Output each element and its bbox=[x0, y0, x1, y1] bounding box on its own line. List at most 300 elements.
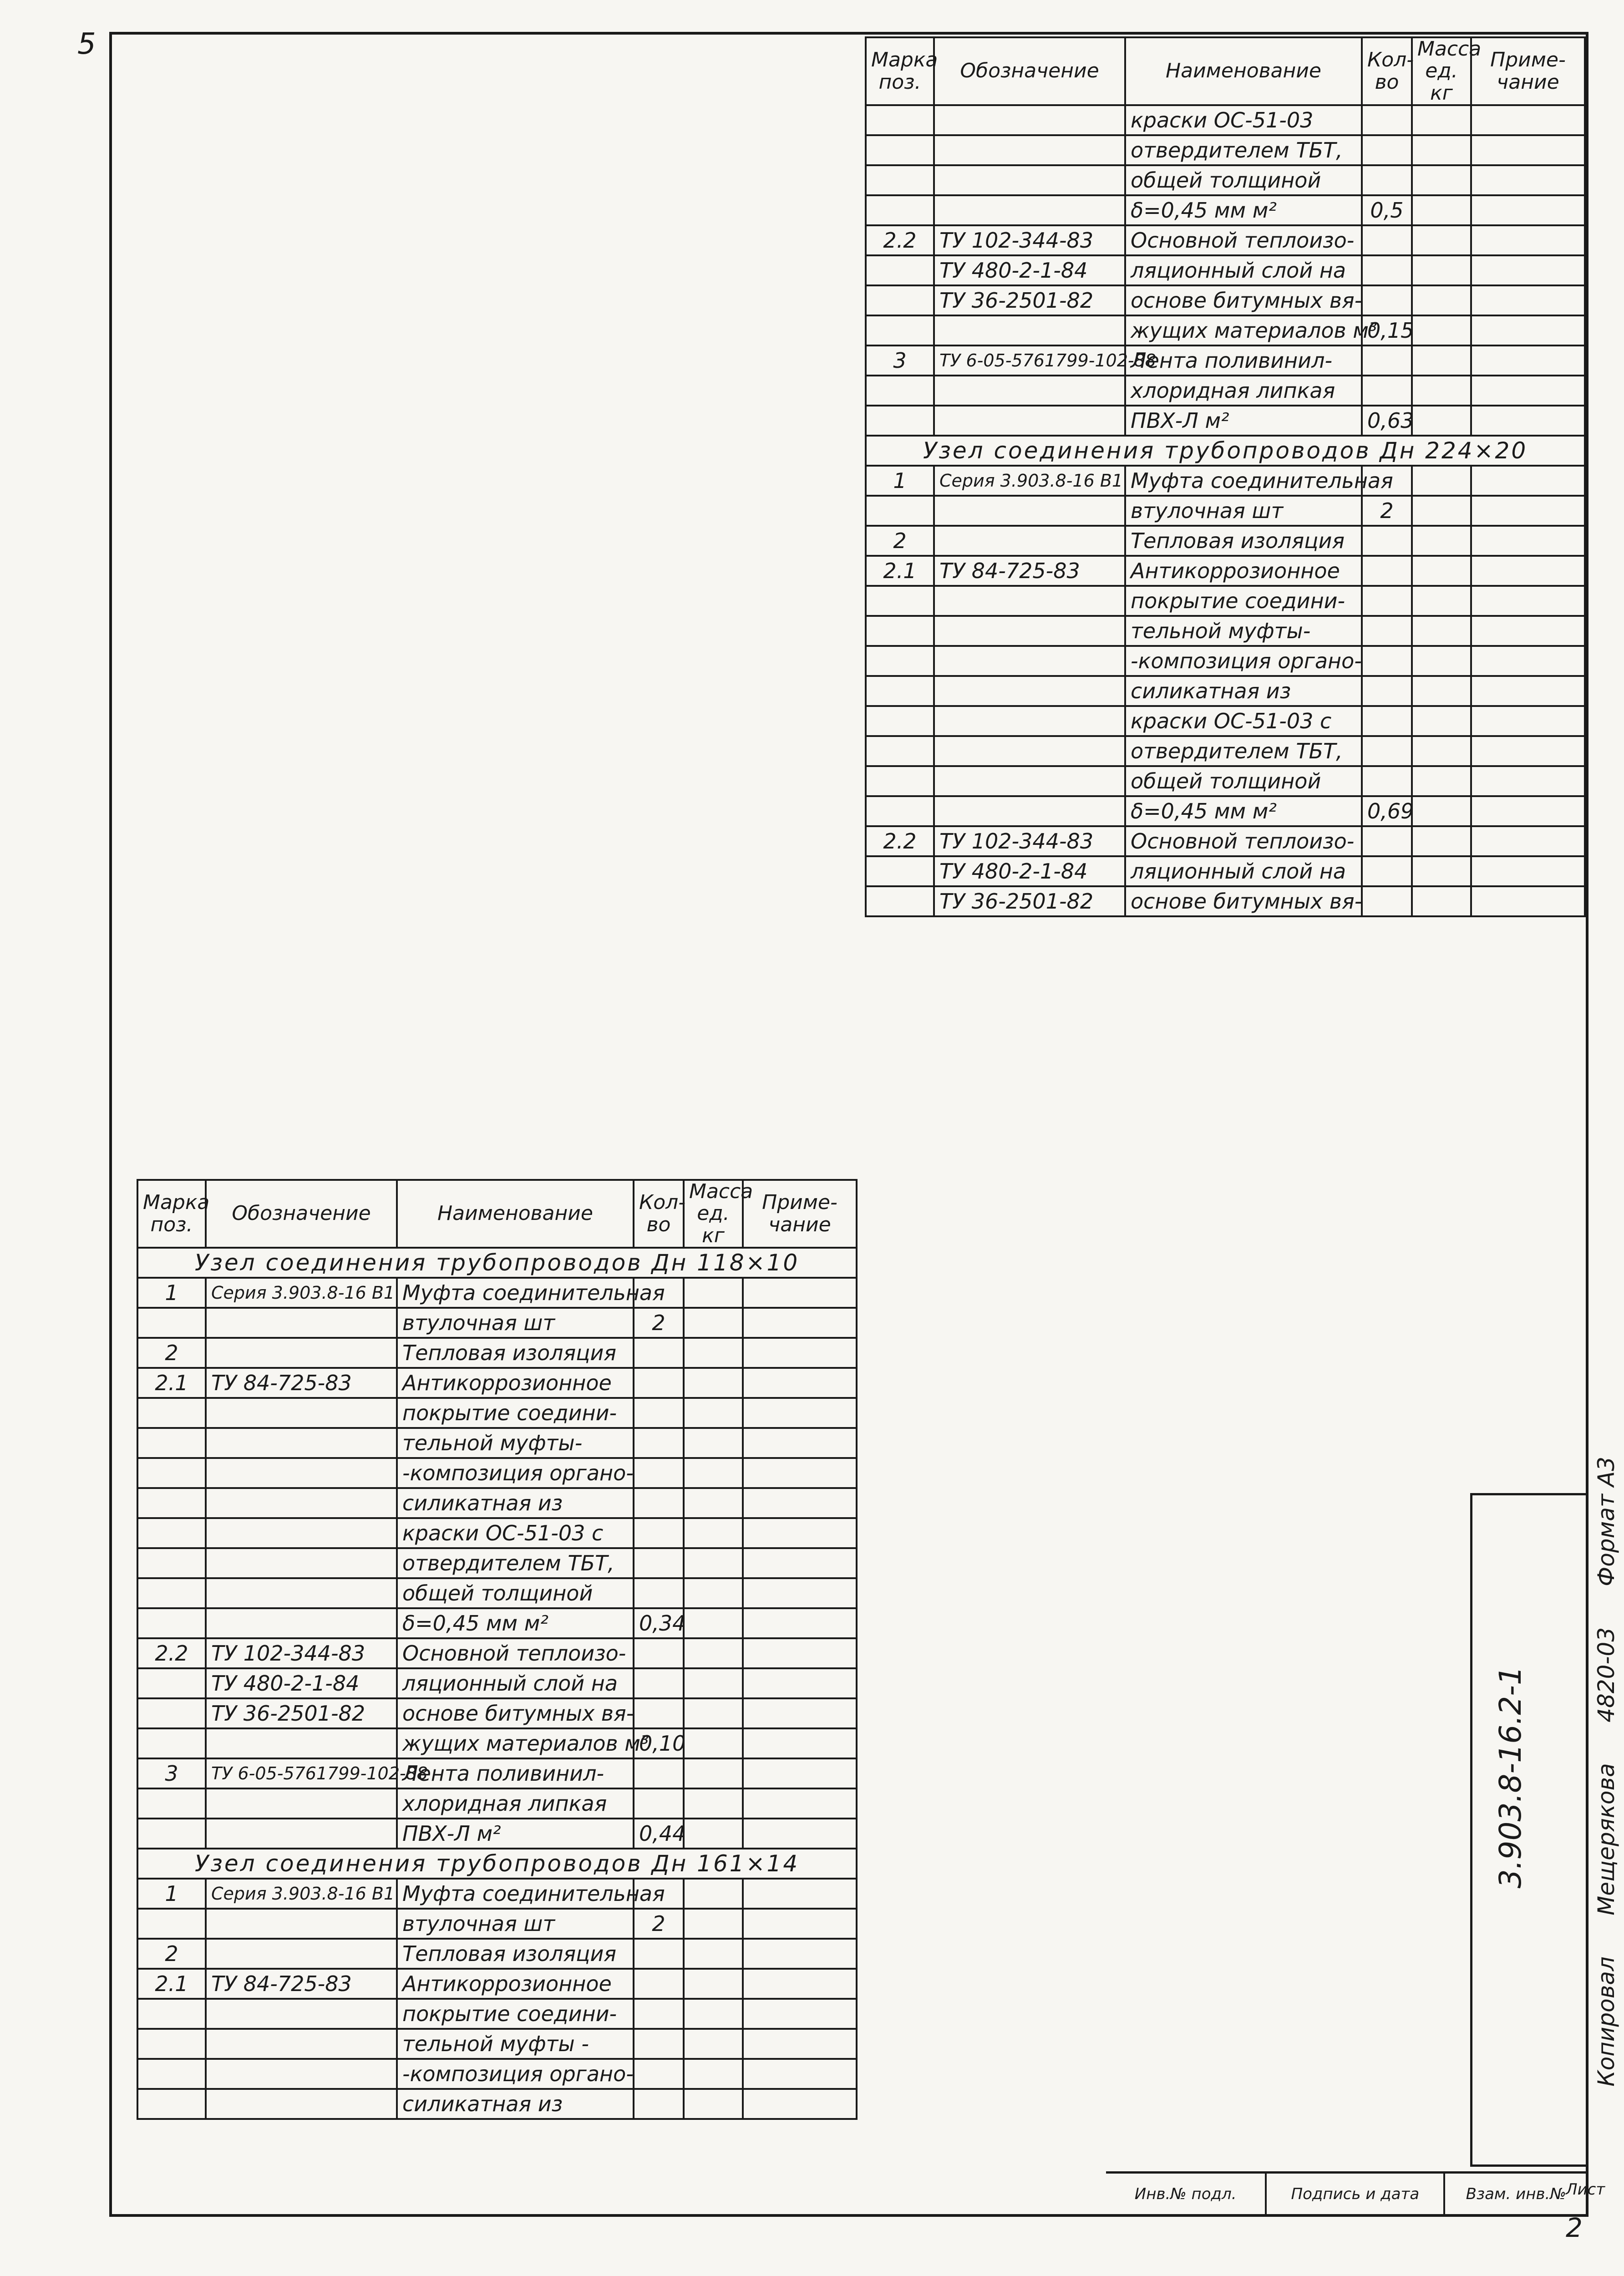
cell-note bbox=[1471, 466, 1585, 496]
cell-qty bbox=[1362, 165, 1412, 195]
table-row bbox=[137, 1909, 857, 1939]
cell-mass bbox=[1412, 586, 1471, 616]
sheet-number: 2 bbox=[1566, 2212, 1583, 2243]
cell-note bbox=[1471, 826, 1585, 856]
cell-des bbox=[206, 1939, 397, 1969]
cell-qty bbox=[634, 1398, 684, 1428]
cell-name: δ=0,45 мм м² bbox=[1125, 195, 1362, 225]
column-header: Обозначение bbox=[934, 37, 1125, 105]
cell-note bbox=[743, 1969, 857, 1999]
cell-mass bbox=[684, 1578, 743, 1608]
spec-table-left bbox=[137, 1179, 858, 2120]
cell-name: основе битумных вя- bbox=[1125, 886, 1362, 916]
cell-name: Антикоррозионное bbox=[397, 1368, 634, 1398]
cell-name: ляционный слой на bbox=[397, 1668, 634, 1698]
table-row bbox=[866, 496, 1585, 526]
cell-note bbox=[1471, 676, 1585, 706]
cell-mass bbox=[684, 1758, 743, 1788]
cell-name: ляционный слой на bbox=[1125, 255, 1362, 285]
cell-des bbox=[934, 646, 1125, 676]
table-row bbox=[866, 526, 1585, 556]
table-row bbox=[137, 1428, 857, 1458]
table-row bbox=[137, 1578, 857, 1608]
table-row bbox=[866, 315, 1585, 345]
cell-qty: 0,34 bbox=[634, 1608, 684, 1638]
cell-des bbox=[206, 1728, 397, 1758]
cell-pos bbox=[866, 736, 934, 766]
cell-qty bbox=[634, 1698, 684, 1728]
table-row bbox=[866, 376, 1585, 406]
cell-des: ТУ 6-05-5761799-102-88 bbox=[206, 1758, 397, 1788]
cell-note bbox=[1471, 586, 1585, 616]
cell-mass bbox=[1412, 526, 1471, 556]
cell-des: Серия 3.903.8-16 В1 bbox=[206, 1278, 397, 1308]
cell-name: Антикоррозионное bbox=[1125, 556, 1362, 586]
cell-pos bbox=[137, 1308, 206, 1338]
cell-name: Основной теплоизо- bbox=[1125, 826, 1362, 856]
cell-note bbox=[1471, 225, 1585, 255]
cell-qty bbox=[1362, 766, 1412, 796]
cell-name: Тепловая изоляция bbox=[397, 1939, 634, 1969]
cell-name: краски ОС-51-03 bbox=[1125, 105, 1362, 135]
cell-mass bbox=[1412, 255, 1471, 285]
cell-qty bbox=[1362, 736, 1412, 766]
table-body bbox=[137, 1248, 857, 2119]
cell-des: ТУ 102-344-83 bbox=[934, 826, 1125, 856]
cell-mass bbox=[1412, 496, 1471, 526]
cell-pos bbox=[866, 586, 934, 616]
cell-qty bbox=[1362, 285, 1412, 315]
cell-qty: 0,10 bbox=[634, 1728, 684, 1758]
cell-note bbox=[743, 1608, 857, 1638]
cell-pos bbox=[866, 105, 934, 135]
cell-pos: 3 bbox=[137, 1758, 206, 1788]
cell-pos bbox=[866, 676, 934, 706]
table-row bbox=[866, 796, 1585, 826]
cell-des: ТУ 480-2-1-84 bbox=[934, 255, 1125, 285]
cell-note bbox=[1471, 706, 1585, 736]
cell-des bbox=[206, 1999, 397, 2029]
table-row bbox=[866, 616, 1585, 646]
cell-mass bbox=[1412, 285, 1471, 315]
cell-name: хлоридная липкая bbox=[1125, 376, 1362, 406]
cell-qty bbox=[634, 1338, 684, 1368]
cell-mass bbox=[684, 1638, 743, 1668]
cell-des bbox=[934, 706, 1125, 736]
cell-mass bbox=[684, 1608, 743, 1638]
cell-name: покрытие соедини- bbox=[1125, 586, 1362, 616]
cell-pos bbox=[137, 1999, 206, 2029]
column-header: Наименование bbox=[1125, 37, 1362, 105]
cell-mass bbox=[1412, 105, 1471, 135]
spec-table-right bbox=[865, 36, 1586, 917]
cell-mass bbox=[1412, 165, 1471, 195]
cell-note bbox=[1471, 526, 1585, 556]
footer-order: 4820-03 bbox=[1593, 1627, 1619, 1722]
table-row bbox=[866, 195, 1585, 225]
cell-pos: 2 bbox=[866, 526, 934, 556]
table-row bbox=[137, 1548, 857, 1578]
footer-copied: Копировал bbox=[1593, 1956, 1619, 2087]
page-corner-number: 5 bbox=[77, 27, 96, 61]
cell-note bbox=[743, 1879, 857, 1909]
cell-note bbox=[743, 1518, 857, 1548]
column-header: Кол-во bbox=[1362, 37, 1412, 105]
cell-pos bbox=[137, 1548, 206, 1578]
cell-name: жущих материалов м³ bbox=[397, 1728, 634, 1758]
table-row bbox=[137, 1278, 857, 1308]
cell-qty bbox=[1362, 376, 1412, 406]
cell-mass bbox=[684, 1548, 743, 1578]
cell-mass bbox=[1412, 676, 1471, 706]
cell-pos bbox=[137, 1788, 206, 1819]
cell-note bbox=[743, 1458, 857, 1488]
cell-des bbox=[206, 1398, 397, 1428]
cell-des bbox=[934, 526, 1125, 556]
cell-name: ляционный слой на bbox=[1125, 856, 1362, 886]
table-header bbox=[137, 1180, 857, 1248]
cell-pos bbox=[137, 2059, 206, 2089]
cell-des bbox=[206, 2089, 397, 2119]
cell-mass bbox=[684, 1308, 743, 1338]
cell-des bbox=[206, 1788, 397, 1819]
cell-mass bbox=[1412, 826, 1471, 856]
cell-name: краски ОС-51-03 с bbox=[397, 1518, 634, 1548]
cell-qty bbox=[634, 1939, 684, 1969]
cell-qty bbox=[634, 1788, 684, 1819]
cell-des bbox=[934, 736, 1125, 766]
cell-name: отвердителем ТБТ, bbox=[1125, 736, 1362, 766]
cell-mass bbox=[684, 1909, 743, 1939]
cell-des: ТУ 480-2-1-84 bbox=[934, 856, 1125, 886]
header-row bbox=[137, 1180, 857, 1248]
cell-name: основе битумных вя- bbox=[1125, 285, 1362, 315]
cell-note bbox=[743, 1308, 857, 1338]
table-row bbox=[866, 165, 1585, 195]
cell-pos: 2.2 bbox=[137, 1638, 206, 1668]
cell-note bbox=[743, 1368, 857, 1398]
cell-pos bbox=[137, 1578, 206, 1608]
cell-mass bbox=[684, 2059, 743, 2089]
footer-format: Формат А3 bbox=[1593, 1457, 1619, 1586]
cell-des bbox=[934, 376, 1125, 406]
table-row bbox=[866, 886, 1585, 916]
cell-mass bbox=[684, 1338, 743, 1368]
title-block bbox=[1470, 1493, 1588, 2167]
cell-pos bbox=[866, 255, 934, 285]
cell-des bbox=[206, 1428, 397, 1458]
cell-name: краски ОС-51-03 с bbox=[1125, 706, 1362, 736]
cell-qty: 0,44 bbox=[634, 1819, 684, 1849]
cell-name: отвердителем ТБТ, bbox=[1125, 135, 1362, 165]
cell-pos bbox=[137, 1728, 206, 1758]
column-header: Марка поз. bbox=[137, 1180, 206, 1248]
document-code: 3.903.8-16.2-1 bbox=[1493, 1666, 1528, 1889]
cell-name: общей толщиной bbox=[1125, 165, 1362, 195]
section-row bbox=[866, 436, 1585, 466]
footer-name: Мещерякова bbox=[1593, 1763, 1619, 1916]
cell-name: -композиция органо- bbox=[397, 2059, 634, 2089]
cell-qty bbox=[634, 2059, 684, 2089]
cell-note bbox=[1471, 135, 1585, 165]
cell-mass bbox=[1412, 766, 1471, 796]
cell-mass bbox=[1412, 646, 1471, 676]
cell-name: жущих материалов м³ bbox=[1125, 315, 1362, 345]
cell-qty bbox=[634, 1368, 684, 1398]
cell-note bbox=[743, 1758, 857, 1788]
cell-des bbox=[934, 676, 1125, 706]
cell-pos: 1 bbox=[137, 1278, 206, 1308]
column-header: Обозначение bbox=[206, 1180, 397, 1248]
cell-mass bbox=[1412, 736, 1471, 766]
cell-qty bbox=[634, 1578, 684, 1608]
table-row bbox=[137, 1969, 857, 1999]
cell-pos: 2.2 bbox=[866, 826, 934, 856]
cell-des bbox=[934, 406, 1125, 436]
cell-pos: 2.1 bbox=[137, 1368, 206, 1398]
cell-qty bbox=[1362, 556, 1412, 586]
cell-des bbox=[206, 1458, 397, 1488]
cell-note bbox=[743, 1819, 857, 1849]
column-header: Приме-чание bbox=[743, 1180, 857, 1248]
cell-note bbox=[1471, 195, 1585, 225]
cell-pos bbox=[866, 796, 934, 826]
cell-mass bbox=[684, 1939, 743, 1969]
cell-name: силикатная из bbox=[397, 1488, 634, 1518]
cell-note bbox=[1471, 646, 1585, 676]
column-header: Наименование bbox=[397, 1180, 634, 1248]
cell-pos bbox=[866, 406, 934, 436]
cell-pos: 2.1 bbox=[137, 1969, 206, 1999]
cell-note bbox=[743, 1668, 857, 1698]
cell-des: ТУ 84-725-83 bbox=[206, 1368, 397, 1398]
table-row bbox=[866, 766, 1585, 796]
cell-des: ТУ 84-725-83 bbox=[206, 1969, 397, 1999]
cell-des bbox=[934, 165, 1125, 195]
cell-mass bbox=[684, 1428, 743, 1458]
cell-name: -композиция органо- bbox=[397, 1458, 634, 1488]
cell-note bbox=[743, 1488, 857, 1518]
cell-des bbox=[206, 2029, 397, 2059]
cell-pos bbox=[137, 1608, 206, 1638]
cell-mass bbox=[1412, 195, 1471, 225]
cell-note bbox=[1471, 736, 1585, 766]
cell-pos bbox=[137, 2089, 206, 2119]
table-row bbox=[137, 1728, 857, 1758]
cell-name: покрытие соедини- bbox=[397, 1999, 634, 2029]
cell-name: тельной муфты- bbox=[397, 1428, 634, 1458]
cell-pos bbox=[137, 1488, 206, 1518]
table-row bbox=[137, 1939, 857, 1969]
cell-name: покрытие соедини- bbox=[397, 1398, 634, 1428]
strip-cell: Подпись и дата bbox=[1267, 2174, 1445, 2215]
table-row bbox=[866, 466, 1585, 496]
cell-pos: 3 bbox=[866, 345, 934, 376]
table-row bbox=[137, 1518, 857, 1548]
cell-note bbox=[1471, 105, 1585, 135]
cell-note bbox=[743, 2089, 857, 2119]
strip-cell: Взам. инв.№ bbox=[1445, 2174, 1588, 2215]
column-header: Приме-чание bbox=[1471, 37, 1585, 105]
cell-name: втулочная шт bbox=[1125, 496, 1362, 526]
cell-qty bbox=[1362, 255, 1412, 285]
cell-des: ТУ 480-2-1-84 bbox=[206, 1668, 397, 1698]
cell-name: Муфта соединительная bbox=[397, 1879, 634, 1909]
cell-qty bbox=[634, 1548, 684, 1578]
cell-name: Антикоррозионное bbox=[397, 1969, 634, 1999]
cell-name: основе битумных вя- bbox=[397, 1698, 634, 1728]
table-row bbox=[137, 2029, 857, 2059]
cell-name: -композиция органо- bbox=[1125, 646, 1362, 676]
cell-des bbox=[206, 1338, 397, 1368]
cell-mass bbox=[684, 1278, 743, 1308]
cell-name: ПВХ-Л м² bbox=[397, 1819, 634, 1849]
cell-pos bbox=[866, 886, 934, 916]
cell-qty: 0,69 bbox=[1362, 796, 1412, 826]
cell-note bbox=[743, 1728, 857, 1758]
cell-mass bbox=[684, 1368, 743, 1398]
table-row bbox=[866, 586, 1585, 616]
cell-des bbox=[206, 1819, 397, 1849]
cell-note bbox=[743, 1999, 857, 2029]
table-row bbox=[137, 2059, 857, 2089]
cell-note bbox=[1471, 376, 1585, 406]
cell-pos bbox=[137, 1819, 206, 1849]
cell-des bbox=[206, 1308, 397, 1338]
cell-note bbox=[743, 1278, 857, 1308]
cell-note bbox=[743, 1638, 857, 1668]
table-row bbox=[866, 736, 1585, 766]
cell-mass bbox=[1412, 406, 1471, 436]
table-row bbox=[137, 1608, 857, 1638]
cell-qty: 2 bbox=[634, 1308, 684, 1338]
cell-des: ТУ 6-05-5761799-102-88 bbox=[934, 345, 1125, 376]
cell-mass bbox=[684, 1999, 743, 2029]
cell-des: ТУ 102-344-83 bbox=[934, 225, 1125, 255]
cell-mass bbox=[684, 1458, 743, 1488]
cell-name: Муфта соединительная bbox=[1125, 466, 1362, 496]
cell-qty bbox=[634, 1488, 684, 1518]
cell-name: Основной теплоизо- bbox=[1125, 225, 1362, 255]
cell-note bbox=[743, 1939, 857, 1969]
column-header: Масса ед. кг bbox=[1412, 37, 1471, 105]
cell-name: силикатная из bbox=[1125, 676, 1362, 706]
cell-des bbox=[934, 135, 1125, 165]
cell-des bbox=[934, 586, 1125, 616]
section-row bbox=[137, 1248, 857, 1278]
cell-pos bbox=[866, 856, 934, 886]
table-row bbox=[866, 676, 1585, 706]
cell-pos: 2 bbox=[137, 1939, 206, 1969]
table-row bbox=[137, 1368, 857, 1398]
cell-note bbox=[1471, 255, 1585, 285]
table-row bbox=[137, 1398, 857, 1428]
cell-mass bbox=[1412, 856, 1471, 886]
table-row bbox=[866, 556, 1585, 586]
cell-des: ТУ 36-2501-82 bbox=[934, 285, 1125, 315]
section-title: Узел соединения трубопроводов Дн 161×14 bbox=[137, 1849, 857, 1879]
section-title: Узел соединения трубопроводов Дн 118×10 bbox=[137, 1248, 857, 1278]
cell-qty bbox=[1362, 586, 1412, 616]
cell-note bbox=[1471, 556, 1585, 586]
cell-note bbox=[743, 1338, 857, 1368]
cell-qty: 2 bbox=[1362, 496, 1412, 526]
cell-des bbox=[934, 496, 1125, 526]
table-row bbox=[866, 345, 1585, 376]
cell-name: Тепловая изоляция bbox=[397, 1338, 634, 1368]
cell-name: втулочная шт bbox=[397, 1909, 634, 1939]
table-row bbox=[137, 1338, 857, 1368]
cell-pos: 2 bbox=[137, 1338, 206, 1368]
cell-qty bbox=[634, 1969, 684, 1999]
cell-qty bbox=[1362, 706, 1412, 736]
cell-note bbox=[743, 1398, 857, 1428]
cell-qty bbox=[634, 2029, 684, 2059]
cell-name: Лента поливинил- bbox=[397, 1758, 634, 1788]
cell-qty bbox=[1362, 856, 1412, 886]
cell-pos bbox=[866, 376, 934, 406]
cell-pos bbox=[866, 135, 934, 165]
cell-des: ТУ 36-2501-82 bbox=[206, 1698, 397, 1728]
table-row bbox=[137, 1458, 857, 1488]
cell-note bbox=[743, 1428, 857, 1458]
cell-note bbox=[743, 2059, 857, 2089]
cell-note bbox=[743, 1909, 857, 1939]
cell-des bbox=[934, 315, 1125, 345]
cell-des bbox=[934, 105, 1125, 135]
table-row bbox=[866, 406, 1585, 436]
cell-note bbox=[1471, 406, 1585, 436]
cell-mass bbox=[1412, 376, 1471, 406]
cell-name: тельной муфты- bbox=[1125, 616, 1362, 646]
section-title: Узел соединения трубопроводов Дн 224×20 bbox=[866, 436, 1585, 466]
cell-des bbox=[206, 1548, 397, 1578]
cell-pos bbox=[137, 1518, 206, 1548]
cell-mass bbox=[684, 2029, 743, 2059]
cell-pos: 2.2 bbox=[866, 225, 934, 255]
cell-mass bbox=[684, 1879, 743, 1909]
cell-pos bbox=[137, 1698, 206, 1728]
cell-note bbox=[743, 1578, 857, 1608]
cell-pos bbox=[866, 766, 934, 796]
cell-qty bbox=[634, 1638, 684, 1668]
cell-mass bbox=[1412, 466, 1471, 496]
cell-note bbox=[1471, 616, 1585, 646]
cell-qty bbox=[634, 1518, 684, 1548]
strip-cell: Инв.№ подл. bbox=[1106, 2174, 1267, 2215]
cell-pos: 1 bbox=[866, 466, 934, 496]
cell-qty bbox=[634, 1428, 684, 1458]
cell-qty bbox=[634, 1999, 684, 2029]
cell-des bbox=[934, 766, 1125, 796]
table-row bbox=[866, 826, 1585, 856]
cell-qty bbox=[634, 1458, 684, 1488]
sheet-label: Лист bbox=[1566, 2180, 1605, 2199]
cell-des bbox=[206, 1608, 397, 1638]
cell-pos bbox=[137, 1668, 206, 1698]
cell-qty: 2 bbox=[634, 1909, 684, 1939]
cell-qty: 0,63 bbox=[1362, 406, 1412, 436]
cell-note bbox=[1471, 496, 1585, 526]
table-row bbox=[137, 1698, 857, 1728]
table-row bbox=[866, 135, 1585, 165]
cell-qty bbox=[634, 1758, 684, 1788]
cell-qty bbox=[1362, 526, 1412, 556]
cell-note bbox=[1471, 796, 1585, 826]
cell-qty bbox=[1362, 345, 1412, 376]
cell-pos bbox=[866, 646, 934, 676]
cell-name: ПВХ-Л м² bbox=[1125, 406, 1362, 436]
